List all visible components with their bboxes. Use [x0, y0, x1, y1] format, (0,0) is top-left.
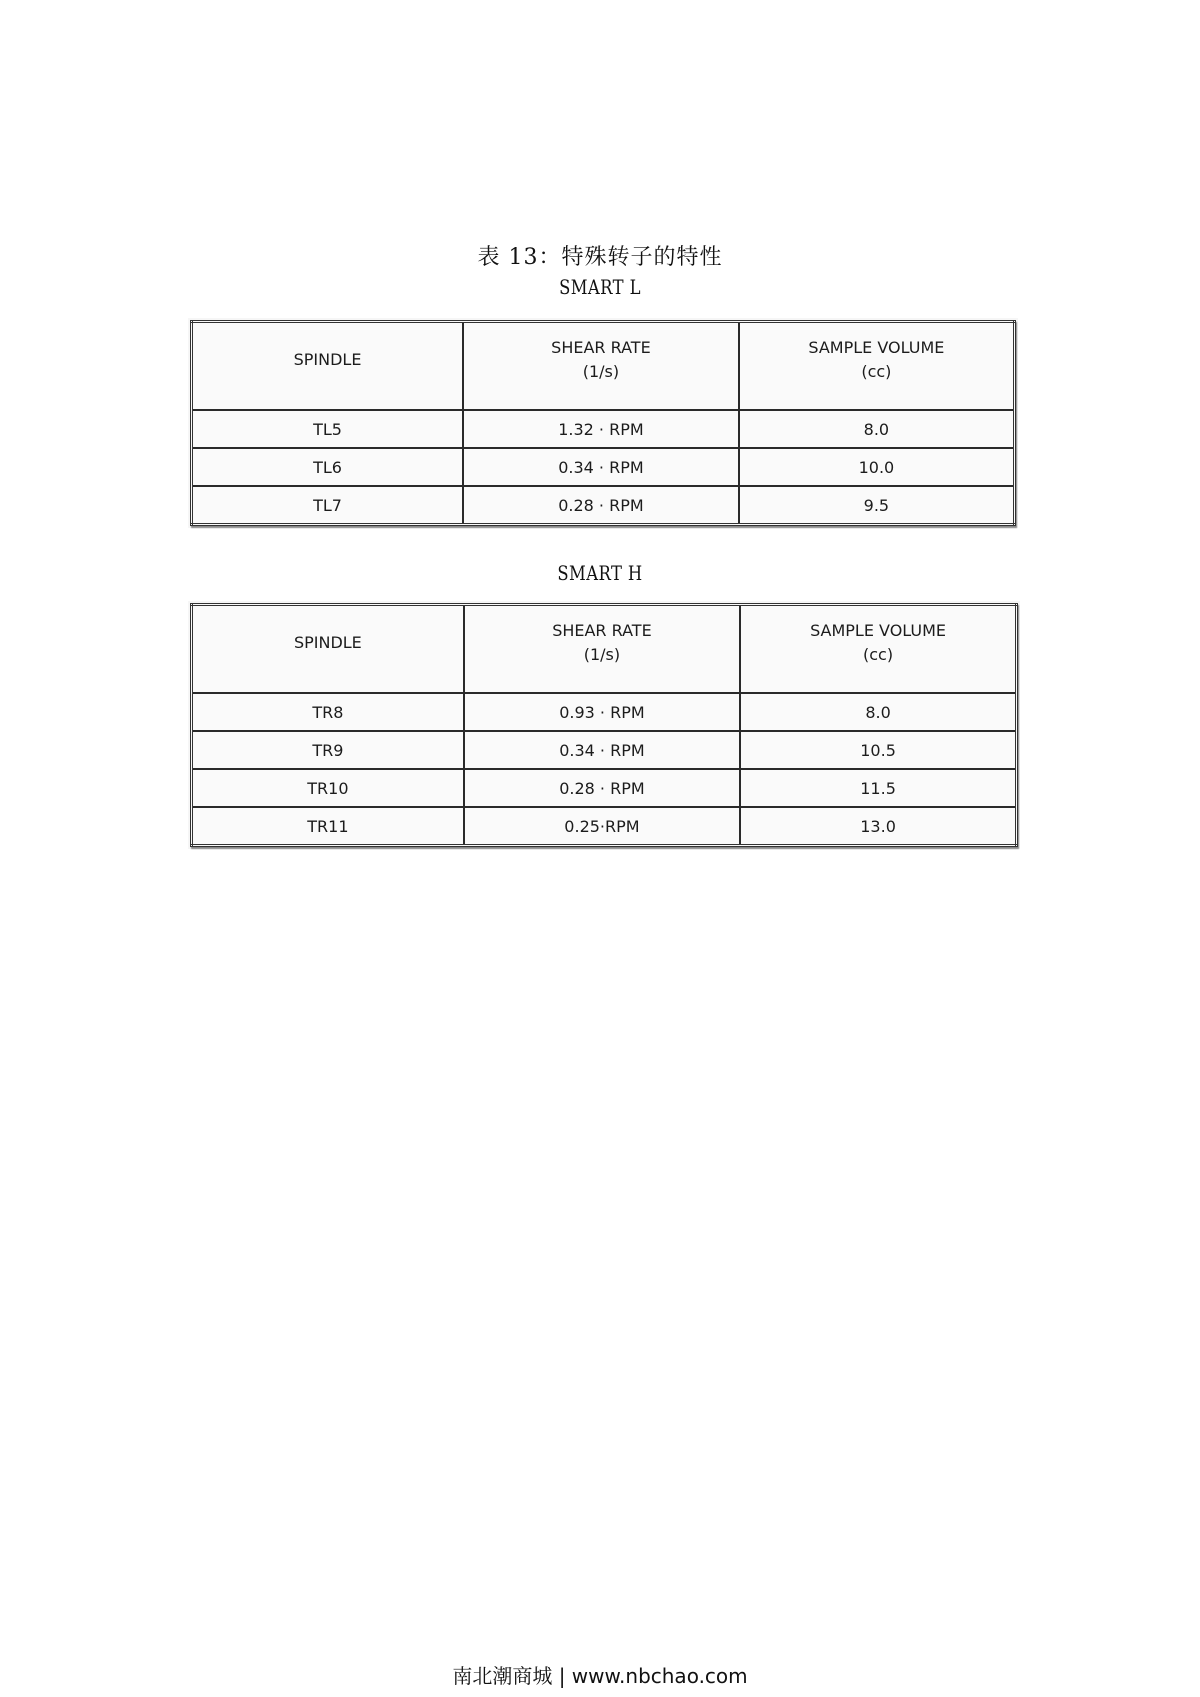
- table-row: [192, 410, 1015, 448]
- smart-h-label: SMART H: [557, 561, 643, 585]
- cell-shear-rate: 0.34 · RPM: [463, 448, 739, 486]
- table-header-row: [192, 605, 1017, 694]
- header-sample-volume: [740, 605, 1016, 694]
- cell-spindle: TL5: [192, 410, 464, 448]
- cell-shear-rate: 0.34 · RPM: [464, 731, 740, 769]
- smart-l-table-container: [188, 318, 1018, 528]
- cell-spindle: TR10: [192, 769, 464, 807]
- header-spindle-label: SPINDLE: [293, 633, 362, 652]
- table-row: [192, 448, 1015, 486]
- cell-shear-rate: 0.28 · RPM: [463, 486, 739, 525]
- cell-spindle: TR11: [192, 807, 464, 846]
- smart-h-table: [190, 603, 1018, 847]
- table-row: [192, 807, 1017, 846]
- table-row: [192, 731, 1017, 769]
- header-shear-rate-label: SHEAR RATE: [552, 621, 652, 640]
- cell-sample-volume: 13.0: [740, 807, 1016, 846]
- table-caption: 表 13：特殊转子的特性: [477, 245, 723, 270]
- header-sample-volume-label: SAMPLE VOLUME: [810, 621, 947, 640]
- cell-shear-rate: 0.25·RPM: [464, 807, 740, 846]
- cell-spindle: TR8: [192, 693, 464, 731]
- header-shear-rate-unit: (1/s): [583, 645, 621, 664]
- cell-shear-rate: 0.93 · RPM: [464, 693, 740, 731]
- header-sample-volume-unit: (cc): [863, 645, 894, 664]
- table-row: [192, 486, 1015, 525]
- header-spindle-label: SPINDLE: [293, 350, 362, 369]
- header-shear-rate-unit: (1/s): [582, 362, 620, 381]
- cell-sample-volume: 8.0: [739, 410, 1015, 448]
- cell-sample-volume: 11.5: [740, 769, 1016, 807]
- header-spindle: [192, 322, 464, 411]
- smart-l-label: SMART L: [559, 275, 641, 299]
- cell-spindle: TL6: [192, 448, 464, 486]
- smart-h-table-container: [188, 601, 1020, 849]
- table-header-row: [192, 322, 1015, 411]
- smart-l-table: [190, 320, 1016, 526]
- header-shear-rate: [463, 322, 739, 411]
- cell-spindle: TR9: [192, 731, 464, 769]
- table-row: [192, 693, 1017, 731]
- cell-shear-rate: 0.28 · RPM: [464, 769, 740, 807]
- header-spindle: [192, 605, 464, 694]
- page-footer: 南北潮商城 | www.nbchao.com: [452, 1664, 748, 1688]
- header-shear-rate-label: SHEAR RATE: [551, 338, 651, 357]
- table-row: [192, 769, 1017, 807]
- cell-spindle: TL7: [192, 486, 464, 525]
- header-sample-volume: [739, 322, 1015, 411]
- cell-sample-volume: 9.5: [739, 486, 1015, 525]
- header-sample-volume-label: SAMPLE VOLUME: [808, 338, 945, 357]
- cell-shear-rate: 1.32 · RPM: [463, 410, 739, 448]
- cell-sample-volume: 10.5: [740, 731, 1016, 769]
- cell-sample-volume: 8.0: [740, 693, 1016, 731]
- header-shear-rate: [464, 605, 740, 694]
- header-sample-volume-unit: (cc): [861, 362, 892, 381]
- cell-sample-volume: 10.0: [739, 448, 1015, 486]
